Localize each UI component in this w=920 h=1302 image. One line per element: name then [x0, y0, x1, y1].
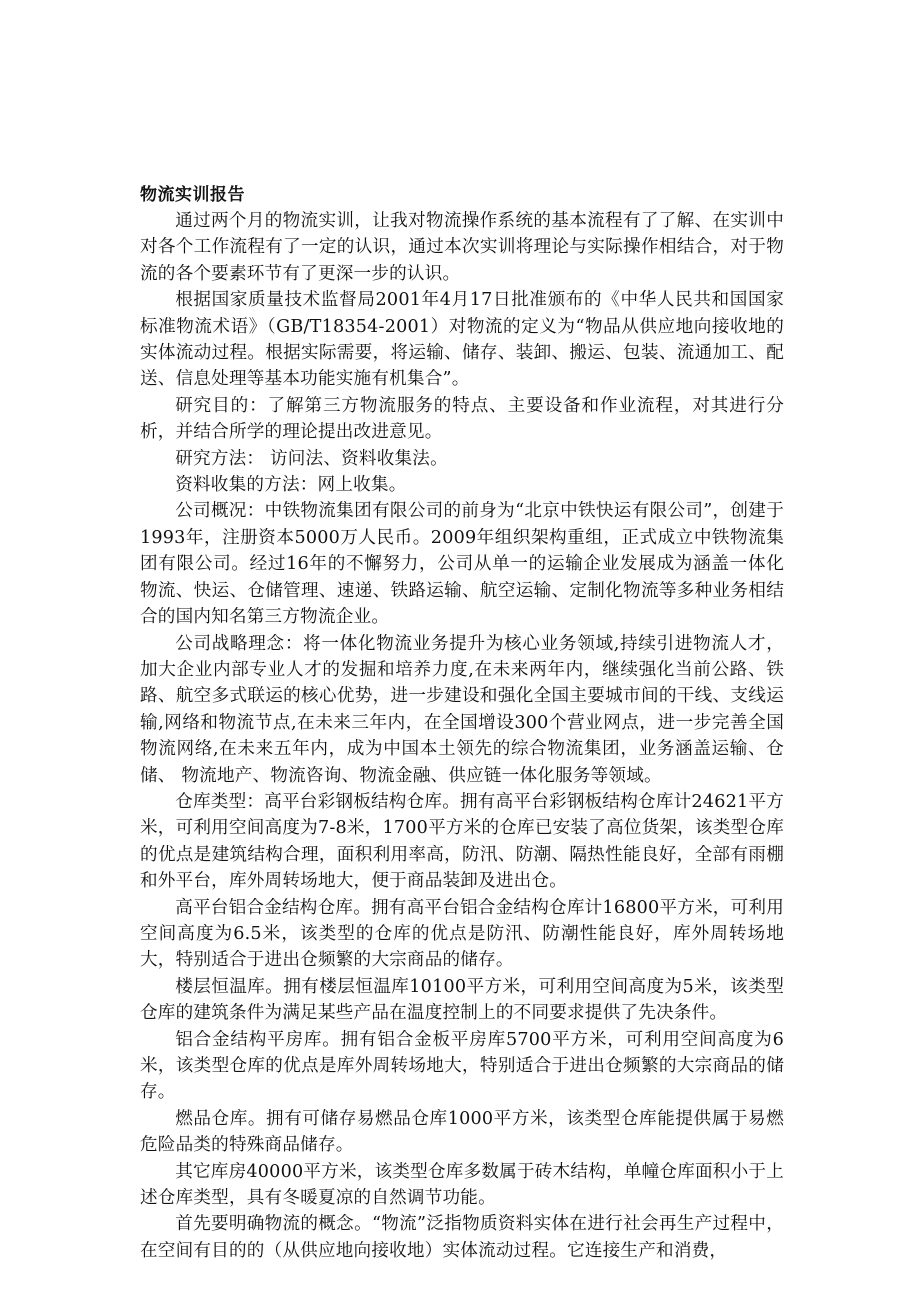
paragraph-warehouse-thermostatic: 楼层恒温库。拥有楼层恒温库10100平方米，可利用空间高度为5米，该类型仓库的建筑条件为满足某些产品在温度控制上的不同要求提供了先决条件。 [140, 976, 784, 1024]
paragraph-warehouse-flammable: 燃品仓库。拥有可储存易燃品仓库1000平方米，该类型仓库能提供属于易燃危险品类的特殊商品储存。 [140, 1108, 784, 1156]
document-title: 物流实训报告 [140, 185, 245, 205]
paragraph-research-method: 研究方法： 访问法、资料收集法。 [175, 448, 448, 469]
paragraph-company-strategy: 公司战略理念：将一体化物流业务提升为核心业务领域,持续引进物流人才，加大企业内部专业人才的发掘和培养力度,在未来两年内，继续强化当前公路、铁路、航空多式联运的核心优势，进一步建设和强化全国主要城市间的干线、支线运输,网络和物流节点,在未来三年内，在全国增设300个营业网点，进一步完善全国物流网络,在未来五年内，成为中国本土领先的综合物流集团，业务涵盖运输、仓储、 物流地产、物流咨询、物流金融、供应链一体化服务等领域。 [140, 633, 784, 786]
paragraph-logistics-concept: 首先要明确物流的概念。“物流”泛指物质资料实体在进行社会再生产过程中，在空间有目的的（从供应地向接收地）实体流动过程。它连接生产和消费， [140, 1214, 784, 1261]
paragraph-data-collection: 资料收集的方法：网上收集。 [175, 475, 407, 496]
document-page [140, 182, 784, 1264]
paragraph-company-overview: 公司概况：中铁物流集团有限公司的前身为“北京中铁快运有限公司”，创建于1993年，注册资本5000万人民币。2009年组织架构重组，正式成立中铁物流集团有限公司。经过16年的不懈努力，公司从单一的运输企业发展成为涵盖一体化物流、快运、仓储管理、速递、铁路运输、航空运输、定制化物流等多种业务相结合的国内知名第三方物流企业。 [140, 501, 784, 628]
paragraph-definition: 根据国家质量技术监督局2001年4月17日批准颁布的《中华人民共和国国家标准物流术语》（GB/T18354-2001）对物流的定义为“物品从供应地向接收地的实体流动过程。根据实际需要，将运输、储存、装卸、搬运、包装、流通加工、配送、信息处理等基本功能实施有机集合”。 [140, 290, 784, 390]
paragraph-warehouse-aluminum: 高平台铝合金结构仓库。拥有高平台铝合金结构仓库计16800平方米，可利用空间高度为6.5米，该类型的仓库的优点是防汛、防潮性能良好，库外周转场地大，特别适合于进出仓频繁的大宗商品的储存。 [140, 897, 784, 971]
paragraph-warehouse-bungalow: 铝合金结构平房库。拥有铝合金板平房库5700平方米，可利用空间高度为6米，该类型仓库的优点是库外周转场地大，特别适合于进出仓频繁的大宗商品的储存。 [140, 1029, 784, 1103]
paragraph-warehouse-other: 其它库房40000平方米，该类型仓库多数属于砖木结构，单幢仓库面积小于上述仓库类型，具有冬暖夏凉的自然调节功能。 [140, 1161, 784, 1209]
paragraph-warehouse-type-steel: 仓库类型：高平台彩钢板结构仓库。拥有高平台彩钢板结构仓库计24621平方米，可利用空间高度为7-8米，1700平方米的仓库已安装了高位货架，该类型仓库的优点是建筑结构合理，面积利用率高，防汛、防潮、隔热性能良好，全部有雨棚和外平台，库外周转场地大，便于商品装卸及进出仓。 [140, 791, 784, 892]
paragraph-intro: 通过两个月的物流实训，让我对物流操作系统的基本流程有了了解、在实训中对各个工作流程有了一定的认识，通过本次实训将理论与实际操作相结合，对于物流的各个要素环节有了更深一步的认识。 [140, 211, 784, 284]
paragraph-research-purpose: 研究目的：了解第三方物流服务的特点、主要设备和作业流程，对其进行分析，并结合所学的理论提出改进意见。 [140, 395, 784, 443]
